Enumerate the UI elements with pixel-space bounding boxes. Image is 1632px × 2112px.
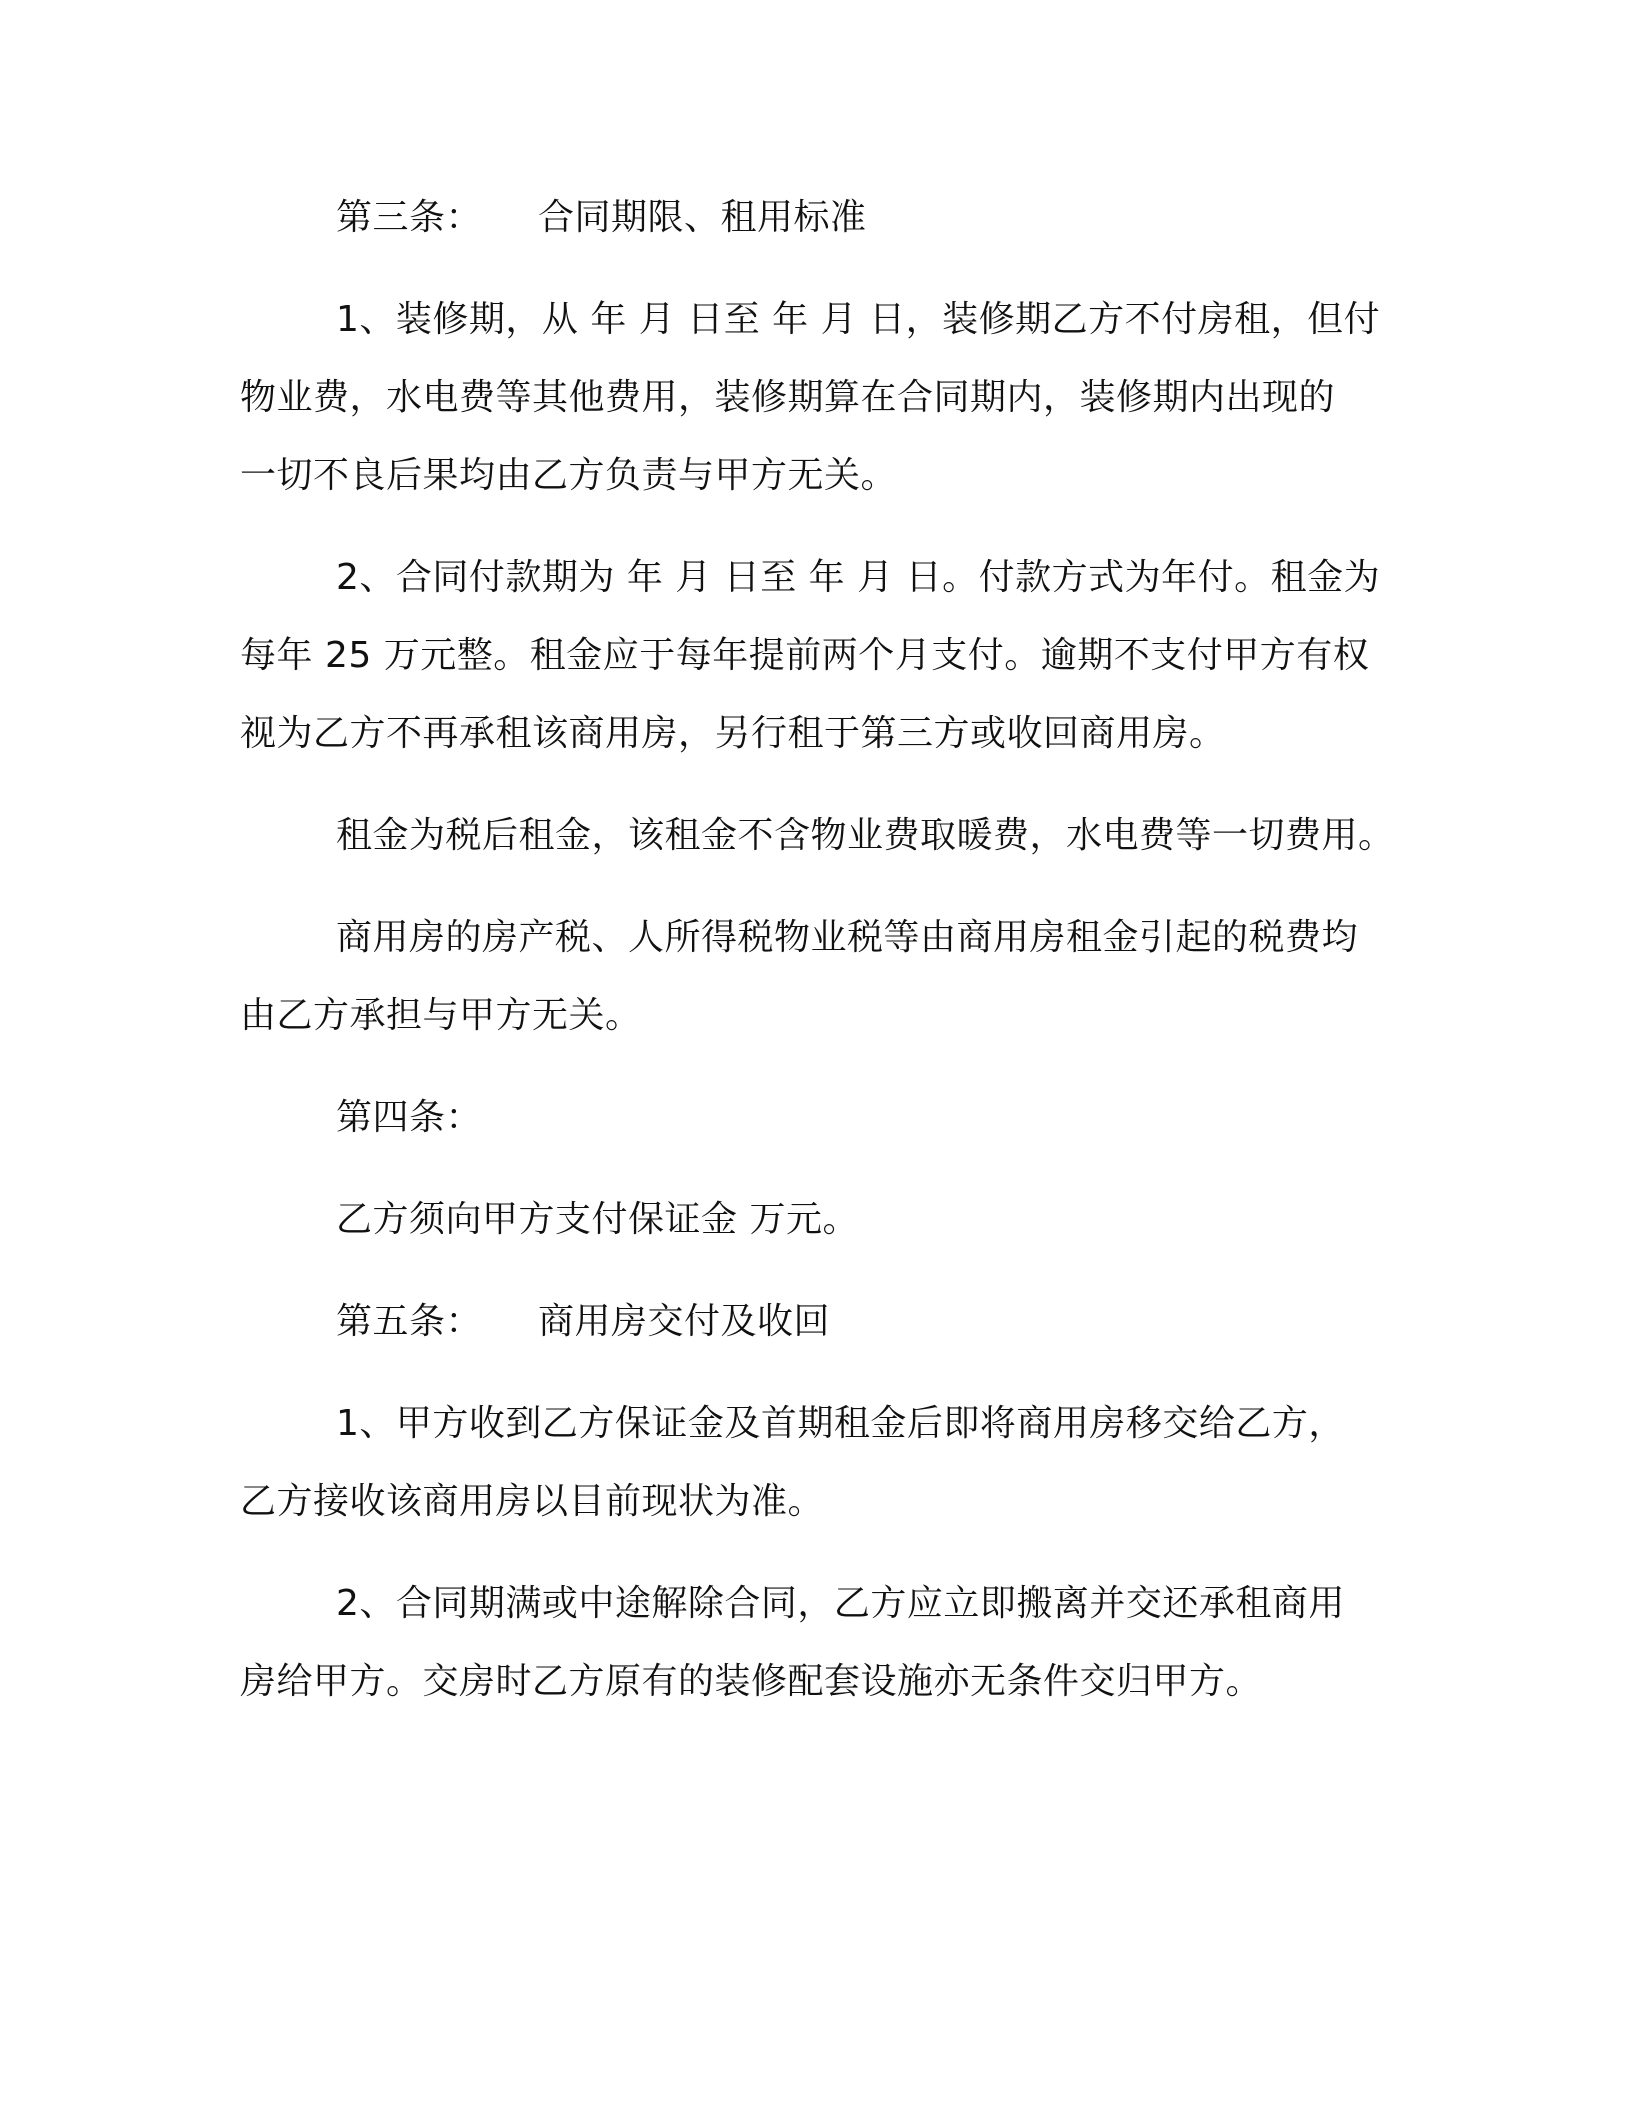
clause-3-3-line-1: 租金为税后租金，该租金不含物业费取暖费，水电费等一切费用。: [336, 815, 1395, 856]
clause-5-1-line-2: 乙方接收该商用房以目前现状为准。: [240, 1481, 825, 1522]
article-4-heading: 第四条：: [336, 1097, 483, 1138]
article-5-heading: [336, 1298, 830, 1346]
clause-3-4-line-1: 商用房的房产税、人所得税物业税等由商用房租金引起的税费均: [336, 917, 1359, 958]
clause-5-2-line-1: 2、合同期满或中途解除合同，乙方应立即搬离并交还承租商用: [336, 1583, 1345, 1624]
article-3-label: 第三条：: [336, 197, 483, 238]
clause-3-1-line-3: 一切不良后果均由乙方负责与甲方无关。: [240, 455, 898, 496]
clause-4-1-line-1: 乙方须向甲方支付保证金 万元。: [336, 1199, 859, 1240]
article-3-heading: [336, 194, 867, 242]
clause-5-2-line-2: 房给甲方。交房时乙方原有的装修配套设施亦无条件交归甲方。: [240, 1661, 1263, 1702]
article-5-title: 商用房交付及收回: [538, 1301, 831, 1342]
clause-3-2-line-3: 视为乙方不再承租该商用房，另行租于第三方或收回商用房。: [240, 713, 1226, 754]
clause-3-4-line-2: 由乙方承担与甲方无关。: [240, 995, 642, 1036]
clause-3-1-line-2: 物业费，水电费等其他费用，装修期算在合同期内，装修期内出现的: [240, 377, 1336, 418]
article-3-title: 合同期限、租用标准: [538, 197, 867, 238]
clause-3-2-line-1: 2、合同付款期为 年 月 日至 年 月 日。付款方式为年付。租金为: [336, 557, 1381, 598]
clause-3-2-line-2: 每年 25 万元整。租金应于每年提前两个月支付。逾期不支付甲方有权: [240, 635, 1370, 676]
clause-5-1-line-1: 1、甲方收到乙方保证金及首期租金后即将商用房移交给乙方，: [336, 1403, 1345, 1444]
article-5-label: 第五条：: [336, 1301, 483, 1342]
clause-3-1-line-1: 1、装修期，从 年 月 日至 年 月 日，装修期乙方不付房租，但付: [336, 299, 1381, 340]
